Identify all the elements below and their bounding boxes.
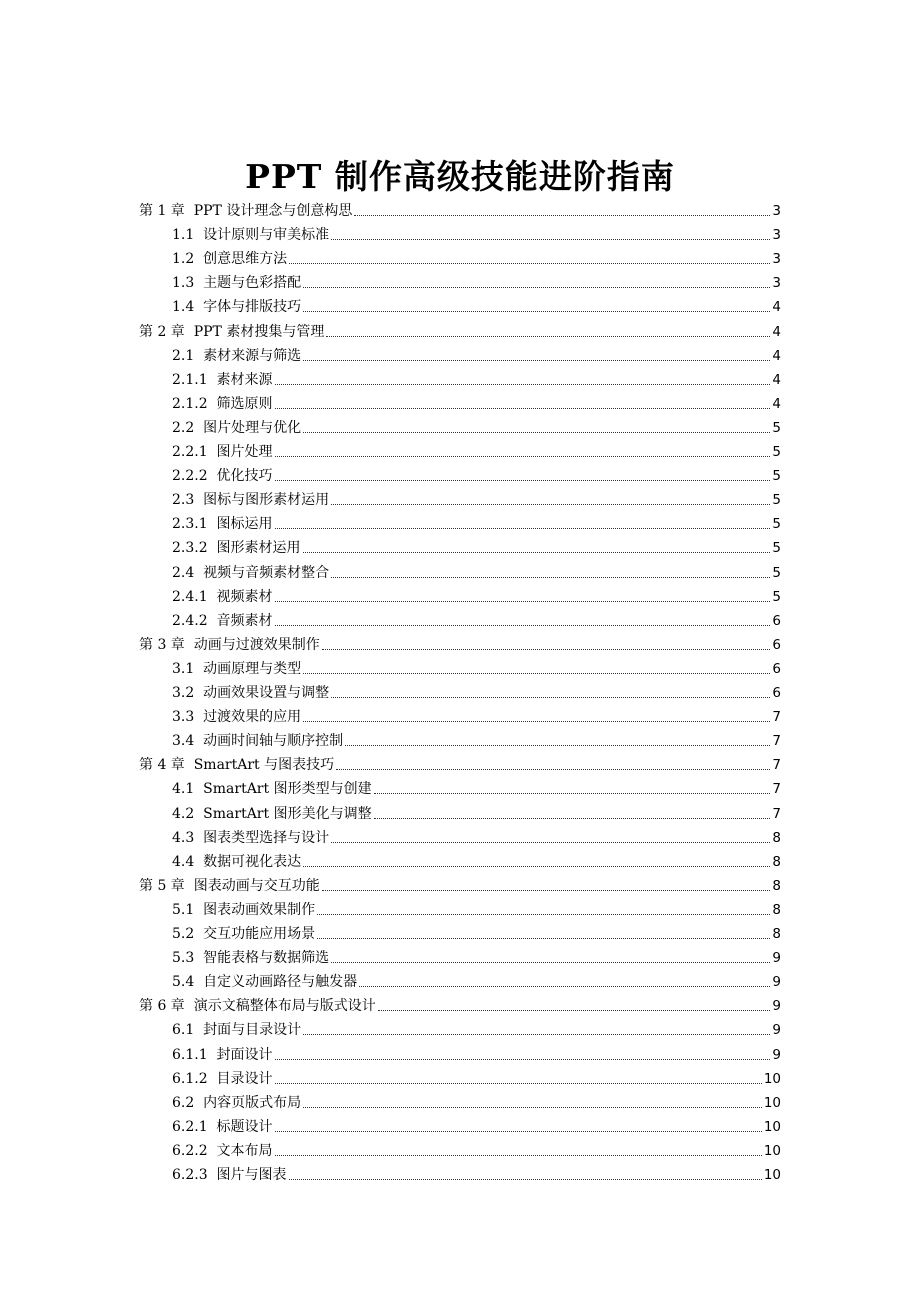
toc-page-number: 4 [772,395,781,412]
toc-page-number: 5 [772,588,781,605]
toc-section-entry[interactable] [172,1017,781,1039]
toc-section-entry[interactable] [172,1042,781,1064]
toc-page-number: 9 [772,998,781,1015]
toc-entry-label: 4.4 数据可视化表达 [172,853,302,870]
toc-page-number: 6 [772,660,781,677]
toc-page-number: 5 [772,516,781,533]
toc-entry-label: 5.1 图表动画效果制作 [172,901,316,918]
toc-entry-label: 6.2 内容页版式布局 [172,1094,302,1111]
toc-section-entry[interactable] [172,560,781,582]
toc-dot-leader [303,721,770,722]
toc-section-entry[interactable] [172,1114,781,1136]
toc-section-entry[interactable] [172,439,781,461]
toc-page-number: 5 [772,564,781,581]
toc-entry-label: 2.1 素材来源与筛选 [172,347,302,364]
toc-section-entry[interactable] [172,825,781,847]
toc-page-number: 10 [763,1142,781,1159]
toc-entry-label: 3.4 动画时间轴与顺序控制 [172,733,344,750]
toc-dot-leader [303,1034,770,1035]
toc-entry-label: 2.4 视频与音频素材整合 [172,564,330,581]
toc-dot-leader [275,1131,762,1132]
toc-entry-label: 2.1.2 筛选原则 [172,395,273,412]
toc-dot-leader [303,1107,762,1108]
toc-page-number: 9 [772,950,781,967]
toc-dot-leader [275,456,771,457]
toc-section-entry[interactable] [172,270,781,292]
toc-dot-leader [374,818,771,819]
toc-entry-label: 第 3 章 动画与过渡效果制作 [139,636,320,653]
toc-entry-label: 第 2 章 PPT 素材搜集与管理 [139,323,325,340]
toc-dot-leader [317,938,770,939]
toc-entry-label: 5.3 智能表格与数据筛选 [172,950,330,967]
toc-page-number: 3 [772,275,781,292]
toc-section-entry[interactable] [172,343,781,365]
toc-page-number: 5 [772,468,781,485]
toc-page-number: 7 [772,733,781,750]
toc-dot-leader [303,360,770,361]
toc-entry-label: 2.3.1 图标运用 [172,516,273,533]
toc-section-entry[interactable] [172,294,781,316]
toc-section-entry[interactable] [172,535,781,557]
toc-dot-leader [345,745,770,746]
toc-entry-label: 6.1 封面与目录设计 [172,1022,302,1039]
toc-dot-leader [331,239,770,240]
toc-chapter-entry[interactable] [139,873,781,895]
toc-page-number: 8 [772,877,781,894]
toc-chapter-entry[interactable] [139,198,781,220]
toc-entry-label: 2.2.2 优化技巧 [172,468,273,485]
toc-page-number: 9 [772,1022,781,1039]
toc-entry-label: 2.4.2 音频素材 [172,612,273,629]
toc-page-number: 5 [772,492,781,509]
toc-page-number: 5 [772,444,781,460]
toc-page-number: 9 [772,974,781,991]
toc-section-entry[interactable] [172,1138,781,1160]
toc-page-number: 3 [772,203,781,219]
toc-section-entry[interactable] [172,728,781,750]
toc-dot-leader [317,914,770,915]
toc-section-entry[interactable] [172,367,781,389]
toc-section-entry[interactable] [172,680,781,702]
toc-page-number: 10 [763,1118,781,1135]
toc-section-entry[interactable] [172,487,781,509]
toc-dot-leader [303,552,771,553]
toc-dot-leader [275,528,771,529]
toc-page-number: 9 [772,1046,781,1063]
toc-page-number: 4 [772,299,781,316]
toc-dot-leader [275,601,771,602]
toc-chapter-entry[interactable] [139,319,781,341]
toc-dot-leader [331,842,770,843]
toc-page-number: 8 [772,853,781,870]
toc-section-entry[interactable] [172,1066,781,1088]
toc-dot-leader [289,1179,762,1180]
toc-dot-leader [331,697,770,698]
toc-page-number: 5 [772,419,781,436]
toc-page-number: 7 [772,709,781,726]
toc-section-entry[interactable] [172,463,781,485]
toc-entry-label: 2.3.2 图形素材运用 [172,540,301,557]
toc-section-entry[interactable] [172,246,781,268]
toc-section-entry[interactable] [172,584,781,606]
toc-entry-label: 2.2 图片处理与优化 [172,419,302,436]
toc-dot-leader [331,962,770,963]
toc-dot-leader [322,890,771,891]
toc-dot-leader [326,336,770,337]
toc-dot-leader [354,215,770,216]
toc-entry-label: 3.2 动画效果设置与调整 [172,685,330,701]
toc-page-number: 8 [772,829,781,846]
toc-page-number: 8 [772,901,781,918]
toc-entry-label: 3.3 过渡效果的应用 [172,709,302,726]
toc-dot-leader [275,625,771,626]
toc-page-number: 7 [772,757,781,774]
toc-entry-label: 第 4 章 SmartArt 与图表技巧 [139,757,335,774]
toc-dot-leader [275,1059,771,1060]
toc-page-number: 10 [763,1094,781,1111]
toc-page-number: 10 [763,1167,781,1183]
toc-page-number: 10 [763,1070,781,1087]
toc-entry-label: 2.4.1 视频素材 [172,588,273,605]
toc-page-number: 6 [772,612,781,629]
toc-dot-leader [359,986,770,987]
toc-entry-label: 6.2.2 文本布局 [172,1142,273,1159]
toc-section-entry[interactable] [172,704,781,726]
toc-entry-label: 第 1 章 PPT 设计理念与创意构思 [139,203,353,219]
toc-chapter-entry[interactable] [139,632,781,654]
toc-section-entry[interactable] [172,897,781,919]
toc-page-number: 3 [772,227,781,244]
toc-entry-label: 2.3 图标与图形素材运用 [172,492,330,509]
toc-entry-label: 6.2.1 标题设计 [172,1118,273,1135]
toc-section-entry[interactable] [172,608,781,630]
toc-page-number: 6 [772,685,781,701]
toc-dot-leader [378,1010,771,1011]
toc-entry-label: 第 5 章 图表动画与交互功能 [139,877,320,894]
toc-section-entry[interactable] [172,1090,781,1112]
toc-section-entry[interactable] [172,222,781,244]
toc-chapter-entry[interactable] [139,993,781,1015]
toc-section-entry[interactable] [172,969,781,991]
toc-entry-label: 6.1.1 封面设计 [172,1046,273,1063]
toc-entry-label: 1.3 主题与色彩搭配 [172,275,302,292]
toc-dot-leader [275,408,771,409]
toc-entry-label: 2.2.1 图片处理 [172,444,273,460]
toc-section-entry[interactable] [172,511,781,533]
toc-entry-label: 1.2 创意思维方法 [172,251,288,268]
toc-dot-leader [303,432,770,433]
toc-entry-label: 4.3 图表类型选择与设计 [172,829,330,846]
toc-section-entry[interactable] [172,391,781,413]
toc-entry-label: 4.2 SmartArt 图形美化与调整 [172,805,372,822]
toc-entry-label: 5.4 自定义动画路径与触发器 [172,974,358,991]
toc-dot-leader [374,793,771,794]
toc-dot-leader [303,866,770,867]
toc-dot-leader [275,384,771,385]
toc-section-entry[interactable] [172,1162,781,1184]
toc-dot-leader [331,504,770,505]
toc-dot-leader [303,287,770,288]
toc-entry-label: 1.4 字体与排版技巧 [172,299,302,316]
toc-dot-leader [275,480,771,481]
toc-section-entry[interactable] [172,921,781,943]
toc-dot-leader [275,1083,762,1084]
toc-section-entry[interactable] [172,776,781,798]
toc-page-number: 6 [772,636,781,653]
toc-page-number: 8 [772,926,781,942]
toc-section-entry[interactable] [172,801,781,823]
toc-dot-leader [303,311,770,312]
toc-dot-leader [289,263,770,264]
toc-page-number: 7 [772,805,781,822]
toc-dot-leader [322,649,771,650]
toc-section-entry[interactable] [172,415,781,437]
toc-page-number: 7 [772,781,781,798]
toc-dot-leader [275,1155,762,1156]
toc-dot-leader [336,769,770,770]
toc-page-number: 5 [772,540,781,557]
toc-entry-label: 3.1 动画原理与类型 [172,660,302,677]
toc-entry-label: 2.1.1 素材来源 [172,371,273,388]
toc-section-entry[interactable] [172,945,781,967]
toc-dot-leader [303,673,770,674]
toc-dot-leader [331,577,770,578]
toc-section-entry[interactable] [172,849,781,871]
toc-entry-label: 6.1.2 目录设计 [172,1070,273,1087]
toc-page-number: 4 [772,371,781,388]
toc-chapter-entry[interactable] [139,752,781,774]
toc-entry-label: 4.1 SmartArt 图形类型与创建 [172,781,372,798]
document-title: PPT 制作高级技能进阶指南 [245,157,675,197]
toc-entry-label: 6.2.3 图片与图表 [172,1167,287,1183]
toc-page-number: 4 [772,323,781,340]
toc-entry-label: 1.1 设计原则与审美标准 [172,227,330,244]
toc-page-number: 4 [772,347,781,364]
toc-section-entry[interactable] [172,656,781,678]
toc-page-number: 3 [772,251,781,268]
toc-entry-label: 5.2 交互功能应用场景 [172,926,316,942]
toc-entry-label: 第 6 章 演示文稿整体布局与版式设计 [139,998,376,1015]
